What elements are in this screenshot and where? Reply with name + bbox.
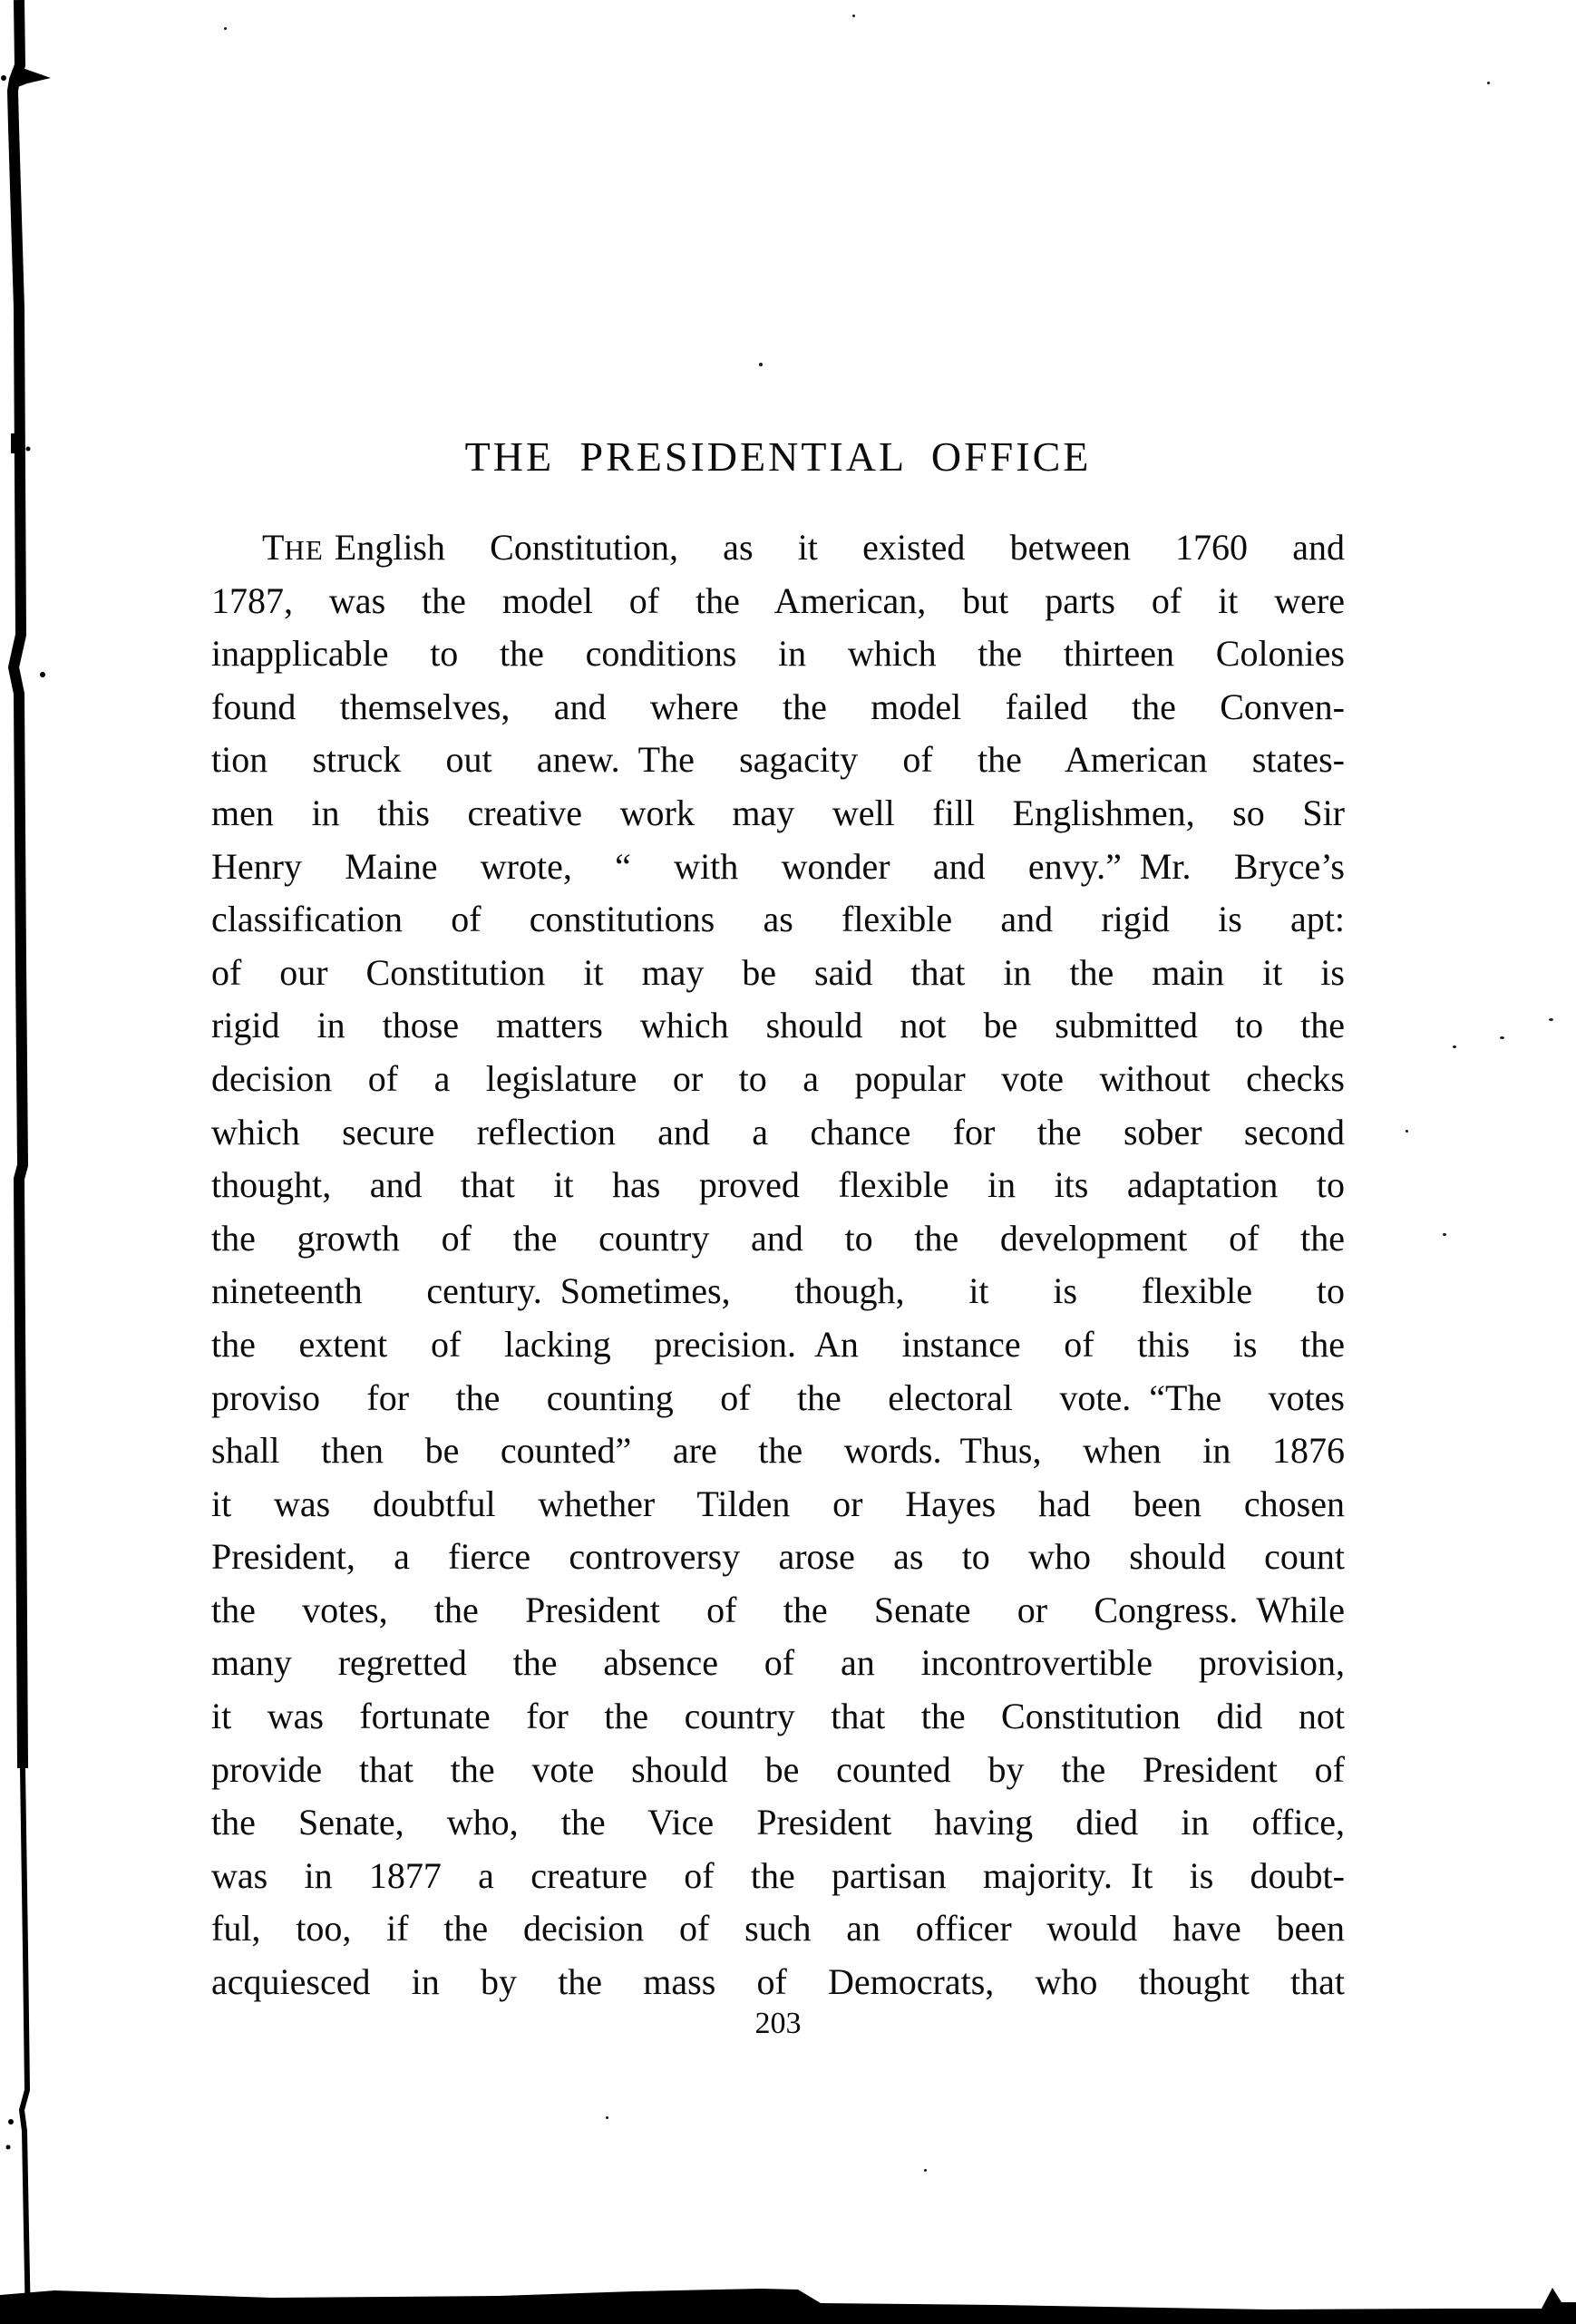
text-line: tion struck out anew. The sagacity of the American states- <box>211 739 1345 781</box>
opening-word-smallcaps: THE <box>262 527 324 568</box>
scan-speck <box>1443 1233 1446 1236</box>
text-line: THE English Constitution, as it existed between 1760 and <box>262 527 1345 568</box>
text-line: shall then be counted” are the words. Thus, when in 1876 <box>211 1430 1345 1472</box>
text-line: it was doubtful whether Tilden or Hayes had been chosen <box>211 1483 1345 1524</box>
text-line: classification of constitutions as flexible and rigid is apt: <box>211 899 1345 940</box>
text-line: acquiesced in by the mass of Democrats, who thought that <box>211 1961 1345 2003</box>
scan-speck <box>1487 82 1490 84</box>
text-line: decision of a legislature or to a popular vote without checks <box>211 1057 1345 1099</box>
body-paragraph <box>211 521 1345 2009</box>
page-number: 203 <box>754 2007 802 2040</box>
text-line: many regretted the absence of an incontrovertible provision, <box>211 1642 1345 1684</box>
text-line: the growth of the country and to the development of the <box>211 1217 1345 1259</box>
scan-speck <box>852 15 855 17</box>
text-line: President, a fierce controversy arose as to who should count <box>211 1536 1345 1578</box>
text-line: it was fortunate for the country that the Constitution did not <box>211 1696 1345 1737</box>
text-line: which secure reflection and a chance for the sober second <box>211 1111 1345 1152</box>
scan-speck <box>1406 1130 1408 1133</box>
text-line: was in 1877 a creature of the partisan majority. It is doubt- <box>211 1854 1345 1896</box>
scan-speck <box>1549 1018 1553 1021</box>
text-line: nineteenth century. Sometimes, though, it is flexible to <box>211 1270 1345 1312</box>
text-line: of our Constitution it may be said that in the main it is <box>211 951 1345 993</box>
scan-speck <box>224 27 227 30</box>
text-line: men in this creative work may well fill Englishmen, so Sir <box>211 792 1345 833</box>
text-line: the votes, the President of the Senate or Congress. While <box>211 1589 1345 1630</box>
text-line: ful, too, if the decision of such an officer would have been <box>211 1908 1345 1950</box>
scan-speck <box>924 2169 927 2172</box>
text-line: provide that the vote should be counted by the President of <box>211 1748 1345 1790</box>
text-line: 1787, was the model of the American, but parts of it were <box>211 579 1345 621</box>
page-bottom-scan-band <box>0 2279 1576 2324</box>
text-line: inapplicable to the conditions in which the thirteen Colonies <box>211 633 1345 675</box>
text-line: the extent of lacking precision. An instance of this is the <box>211 1323 1345 1365</box>
scan-speck <box>1500 1036 1504 1039</box>
text-line: found themselves, and where the model failed the Conven- <box>211 686 1345 727</box>
text-line: rigid in those matters which should not be submitted to the <box>211 1005 1345 1046</box>
text-line: Henry Maine wrote, “ with wonder and envy.” Mr. Bryce’s <box>211 845 1345 887</box>
text-line: proviso for the counting of the electoral vote. “The votes <box>211 1376 1345 1418</box>
scan-speck <box>1453 1045 1456 1048</box>
text-line: the Senate, who, the Vice President having died in office, <box>211 1802 1345 1843</box>
text-line: thought, and that it has proved flexible in its adaptation to <box>211 1164 1345 1206</box>
binding-edge-artifact <box>0 0 73 2324</box>
chapter-title: THE PRESIDENTIAL OFFICE <box>464 433 1092 480</box>
scan-speck <box>606 2116 608 2119</box>
scan-speck <box>759 363 763 366</box>
